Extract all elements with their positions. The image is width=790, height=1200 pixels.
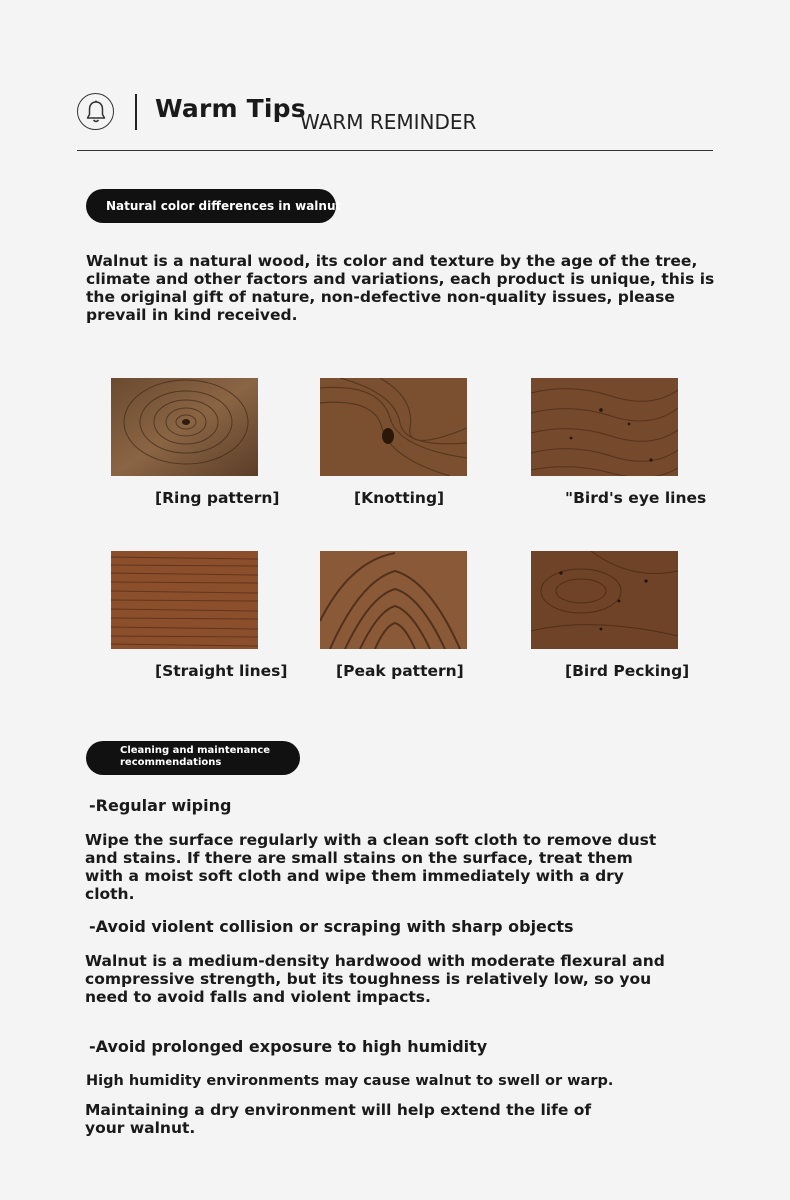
caption-peak-pattern: [Peak pattern] [336,662,464,680]
peak-pattern-swatch [320,551,467,649]
straight-lines-swatch [111,551,258,649]
birds-eye-swatch [531,378,678,476]
bell-icon-circle [77,93,114,130]
knotting-swatch [320,378,467,476]
bell-icon [85,100,107,124]
caption-knotting: [Knotting] [354,489,445,507]
caption-bird-pecking: [Bird Pecking] [565,662,690,680]
tip-body-wiping: Wipe the surface regularly with a clean soft cloth to remove dust and stains. If there are small stains on the surface, treat them with a moist soft cloth and wipe them immediately with a dry cloth. [85,831,657,903]
tip-heading-wiping: -Regular wiping [89,796,232,815]
tip-body-collision: Walnut is a medium-density hardwood with moderate flexural and compressive strength, but its toughness is relatively low, so you need to avoid falls and violent impacts. [85,952,665,1006]
header-divider [135,94,137,130]
tip-body-humidity-2: Maintaining a dry environment will help extend the life of your walnut. [85,1101,592,1137]
caption-straight-lines: [Straight lines] [155,662,288,680]
tip-body-humidity: High humidity environments may cause walnut to swell or warp. [86,1073,614,1089]
caption-birds-eye: "Bird's eye lines [565,489,707,507]
color-intro-text: Walnut is a natural wood, its color and texture by the age of the tree, climate and other factors and variations, each product is unique, this is the original gift of nature, non-defective non-quality issues, please prevail in kind received. [86,252,715,324]
tip-heading-collision: -Avoid violent collision or scraping with sharp objects [89,917,574,936]
tip-heading-humidity: -Avoid prolonged exposure to high humidity [89,1037,488,1056]
bird-pecking-swatch [531,551,678,649]
header-rule [77,150,713,151]
cleaning-maintenance-badge: Cleaning and maintenance recommendations [86,741,300,775]
page-title: Warm Tips [155,94,306,123]
ring-pattern-swatch [111,378,258,476]
color-differences-badge: Natural color differences in walnut [86,189,336,223]
caption-ring-pattern: [Ring pattern] [155,489,280,507]
page-subtitle: WARM REMINDER [300,110,477,134]
